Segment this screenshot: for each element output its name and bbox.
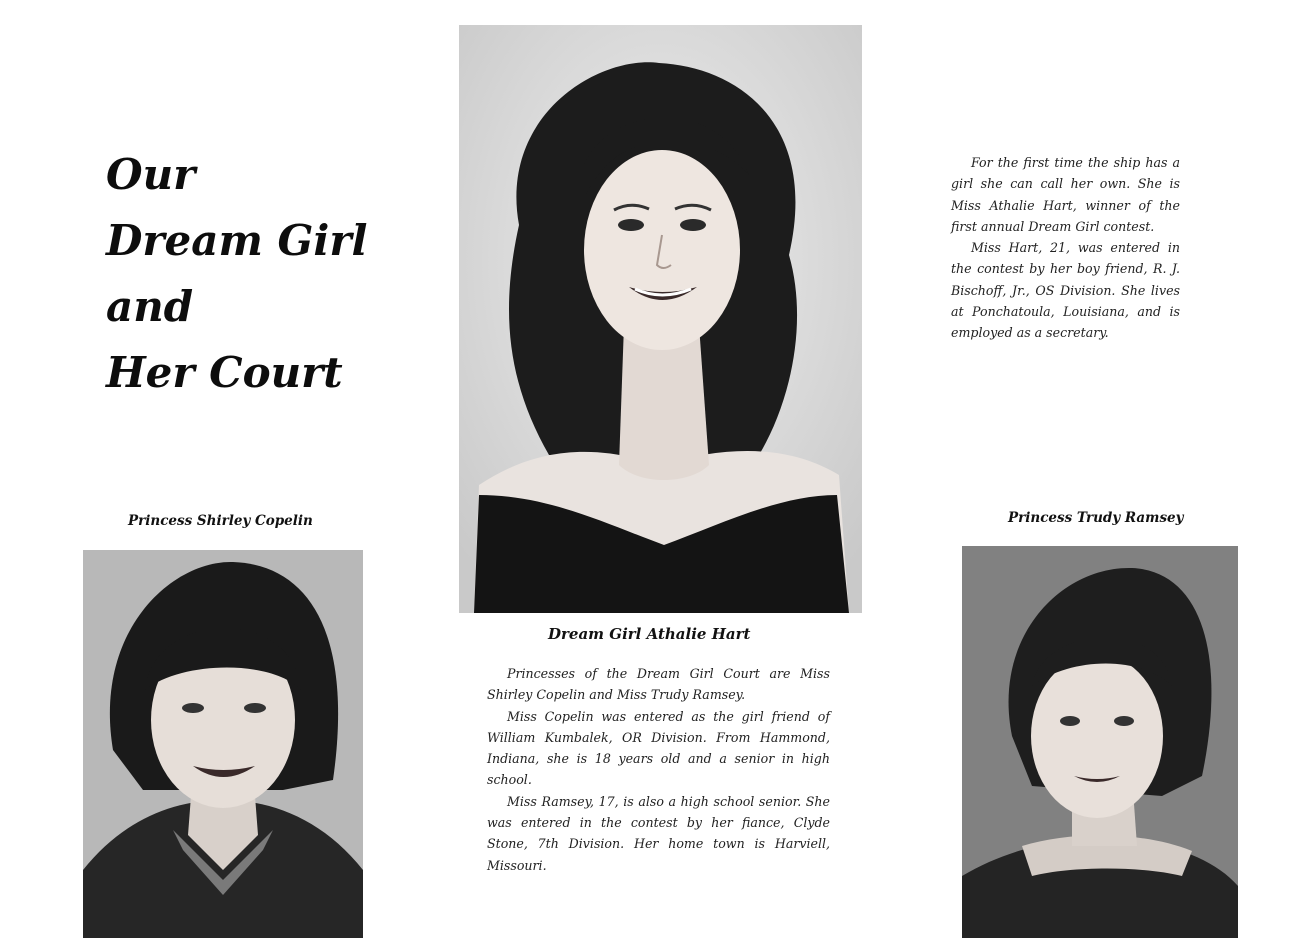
title-line: Our	[106, 150, 196, 199]
paragraph: For the first time the ship has a girl she can call her own. She is Miss Athalie Hart, winner of the first annual Dream Girl contest.	[951, 155, 1180, 234]
court-description	[487, 663, 830, 876]
title-line: and	[106, 282, 194, 331]
paragraph: Miss Ramsey, 17, is also a high school senior. She was entered in the contest by her fiance, Clyde Stone, 7th Division. Her home town is Harviell, Missouri.	[487, 793, 830, 873]
princess-left-portrait	[83, 550, 363, 938]
dream-girl-caption: Dream Girl Athalie Hart	[548, 625, 751, 643]
paragraph: Miss Hart, 21, was entered in the contest by her boy friend, R. J. Bischoff, Jr., OS Division. She lives at Ponchatoula, Louisiana, and is employed as a secretary.	[951, 240, 1180, 341]
dream-girl-portrait	[459, 25, 862, 613]
paragraph: Princesses of the Dream Girl Court are Miss Shirley Copelin and Miss Trudy Ramsey.	[487, 666, 830, 703]
page-title	[106, 142, 406, 406]
title-line: Her Court	[106, 348, 343, 397]
dream-girl-description	[951, 152, 1180, 344]
title-line: Dream Girl	[106, 216, 368, 265]
paragraph: Miss Copelin was entered as the girl friend of William Kumbalek, OR Division. From Hammond, Indiana, she is 18 years old and a senior in high school.	[487, 708, 830, 788]
princess-right-portrait	[962, 546, 1238, 938]
princess-right-caption: Princess Trudy Ramsey	[1008, 510, 1184, 526]
princess-left-caption: Princess Shirley Copelin	[128, 513, 313, 529]
